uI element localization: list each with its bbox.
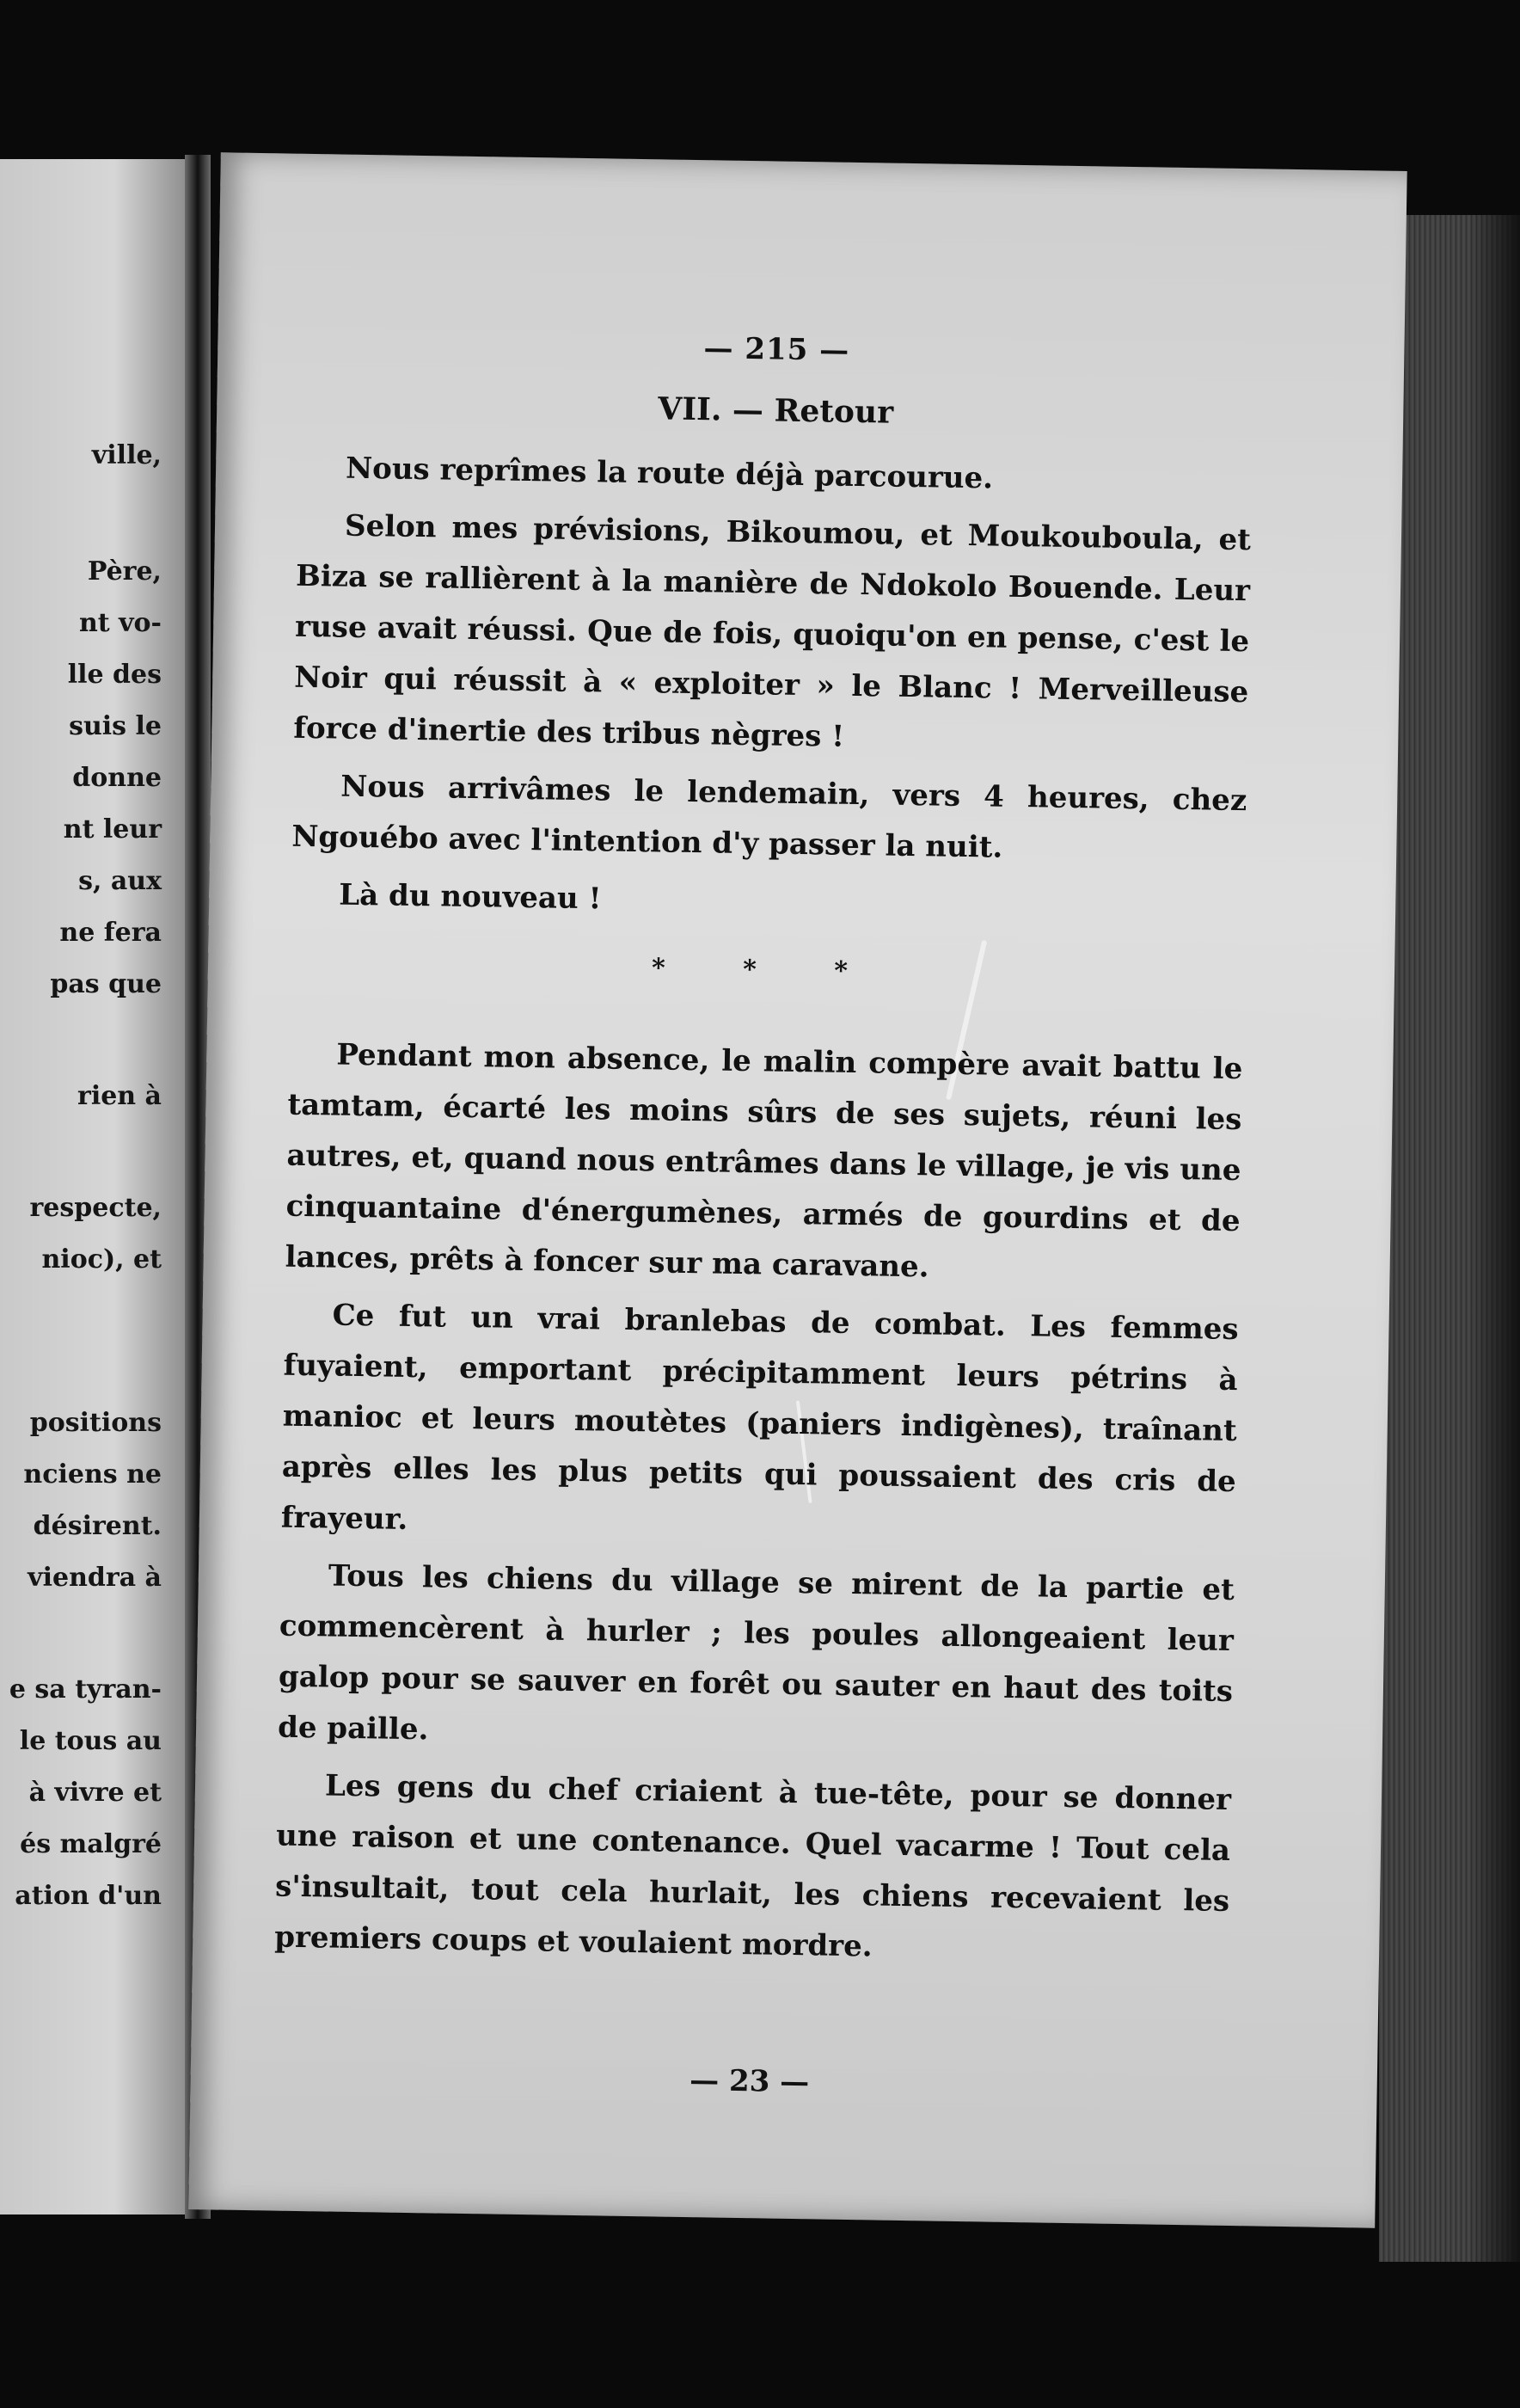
paragraph: Là du nouveau ! <box>339 877 602 917</box>
section-separator: * * * <box>651 953 883 987</box>
left-text-fragment: és malgré <box>20 1829 162 1859</box>
left-text-fragment: nt vo- <box>78 608 162 638</box>
page-text <box>272 317 1253 2115</box>
left-text-fragment: à vivre et <box>28 1778 162 1808</box>
page-number-header: — 215 — <box>703 331 850 368</box>
left-text-fragment: ville, <box>91 440 162 470</box>
paragraph: Selon mes prévisions, Bikoumou, et Moukouboula, et Biza se rallièrent à la manière de Ndokolo Bouende. Leur ruse avait réussi. Que de fois, quoiqu'on en pense, c'est le Noir qui réussit à « exploiter » le Blanc ! Merveilleuse force d'inertie des tribus nègres ! <box>293 508 1252 754</box>
paragraph: Les gens du chef criaient à tue-tête, pour se donner une raison et une contenance. Quel vacarme ! Tout cela s'insultait, tout cela hurlait, les chiens recevaient les premiers coups et voulaient mordre. <box>273 1768 1232 1964</box>
left-text-fragment: positions <box>29 1408 162 1438</box>
paragraph: Nous arrivâmes le lendemain, vers 4 heures, chez Ngouébo avec l'intention d'y passer la nuit. <box>291 769 1247 865</box>
chapter-title: VII. — Retour <box>658 390 894 431</box>
left-text-fragment: le tous au <box>19 1726 162 1756</box>
paragraph: Tous les chiens du village se mirent de la partie et commencèrent à hurler ; les poules allongeaient leur galop pour se sauver en forêt ou sauter en haut des toits de paille. <box>277 1558 1235 1748</box>
previous-page-fragment <box>0 159 191 2214</box>
left-text-fragment: nciens ne <box>23 1459 162 1490</box>
left-text-fragment: ation d'un <box>15 1881 162 1911</box>
left-text-fragment: viendra à <box>28 1563 162 1593</box>
paragraph: Nous reprîmes la route déjà parcourue. <box>345 451 994 496</box>
paragraph: Ce fut un vrai branlebas de combat. Les femmes fuyaient, emportant précipitamment leurs pétrins à manioc et leurs moutètes (paniers indigènes), traînant après elles les plus petits qui poussaient des cris de frayeur. <box>280 1298 1239 1537</box>
left-text-fragment: suis le <box>69 711 162 741</box>
left-text-fragment: Père, <box>87 556 162 587</box>
book-page <box>188 152 1407 2227</box>
left-text-fragment: donne <box>72 763 162 793</box>
left-text-fragment: respecte, <box>29 1193 162 1223</box>
left-text-fragment: rien à <box>77 1081 162 1111</box>
left-text-fragment: désirent. <box>33 1511 162 1541</box>
left-text-fragment: lle des <box>67 660 162 690</box>
left-text-fragment: nioc), et <box>41 1244 162 1275</box>
left-text-fragment: s, aux <box>78 866 162 896</box>
left-text-fragment: pas que <box>50 969 162 999</box>
signature-mark: — 23 — <box>689 2063 810 2100</box>
paragraph: Pendant mon absence, le malin compère avait battu le tamtam, écarté les moins sûrs de ses sujets, réuni les autres, et, quand nous entrâmes dans le village, je vis une cinquantaine d'énergumènes, armés de gourdins et de lances, prêts à foncer sur ma caravane. <box>285 1037 1243 1285</box>
left-text-fragment: nt leur <box>63 814 162 845</box>
left-text-fragment: e sa tyran- <box>9 1674 162 1705</box>
left-text-fragment: ne fera <box>59 918 162 948</box>
